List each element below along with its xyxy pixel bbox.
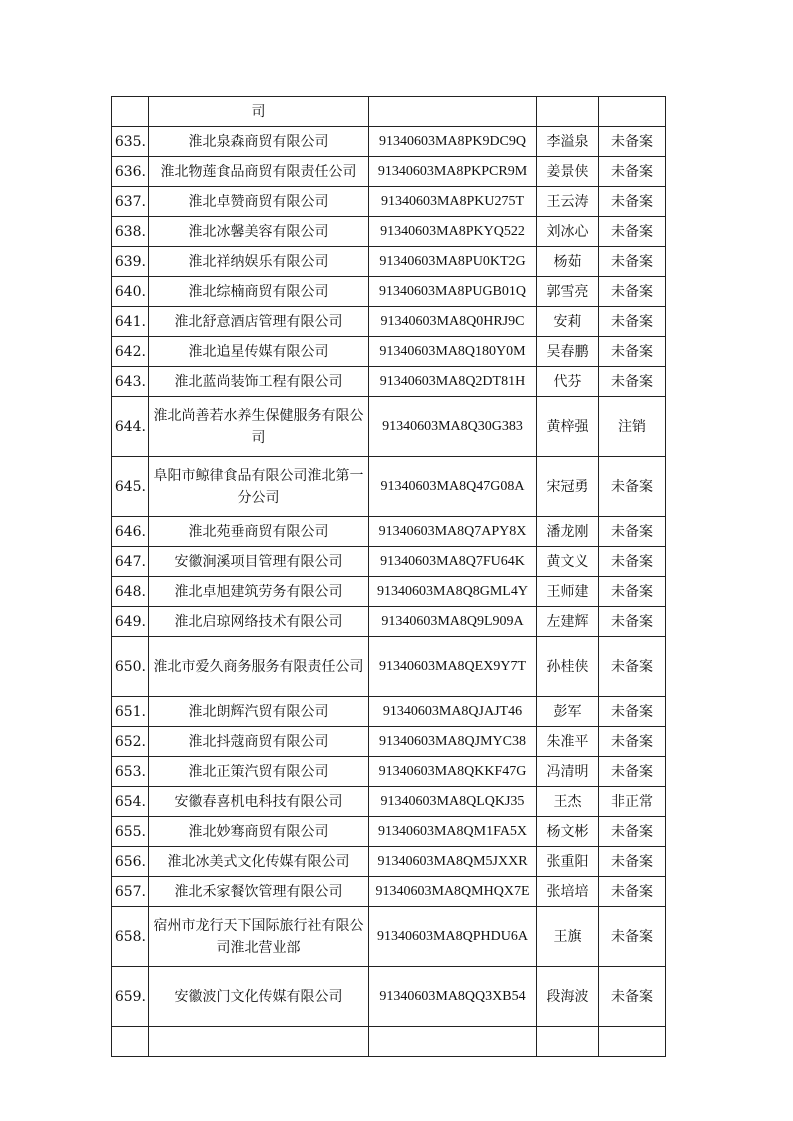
status: 未备案 (599, 457, 666, 517)
legal-person: 刘冰心 (537, 217, 599, 247)
row-number: 650. (112, 637, 149, 697)
status: 未备案 (599, 157, 666, 187)
company-name: 安徽春喜机电科技有限公司 (149, 787, 369, 817)
status: 未备案 (599, 277, 666, 307)
legal-person: 王旗 (537, 907, 599, 967)
company-name: 淮北蓝尚装饰工程有限公司 (149, 367, 369, 397)
status: 未备案 (599, 817, 666, 847)
credit-code: 91340603MA8PKPCR9M (369, 157, 537, 187)
credit-code: 91340603MA8QQ3XB54 (369, 967, 537, 1027)
table-row (112, 697, 666, 727)
credit-code (369, 1027, 537, 1057)
row-number: 657. (112, 877, 149, 907)
status: 未备案 (599, 907, 666, 967)
legal-person: 郭雪亮 (537, 277, 599, 307)
table-row (112, 97, 666, 127)
credit-code: 91340603MA8PUGB01Q (369, 277, 537, 307)
legal-person: 安莉 (537, 307, 599, 337)
table-row (112, 127, 666, 157)
row-number: 656. (112, 847, 149, 877)
status: 未备案 (599, 247, 666, 277)
row-number: 649. (112, 607, 149, 637)
table-row (112, 727, 666, 757)
table-row (112, 217, 666, 247)
row-number: 648. (112, 577, 149, 607)
company-name: 淮北卓赞商贸有限公司 (149, 187, 369, 217)
credit-code: 91340603MA8QPHDU6A (369, 907, 537, 967)
credit-code: 91340603MA8QM5JXXR (369, 847, 537, 877)
company-name: 淮北冰美式文化传媒有限公司 (149, 847, 369, 877)
row-number: 654. (112, 787, 149, 817)
table-row (112, 547, 666, 577)
status: 未备案 (599, 727, 666, 757)
legal-person: 黄文义 (537, 547, 599, 577)
status: 未备案 (599, 877, 666, 907)
row-number: 655. (112, 817, 149, 847)
status: 未备案 (599, 217, 666, 247)
table-row (112, 607, 666, 637)
status (599, 97, 666, 127)
credit-code: 91340603MA8Q180Y0M (369, 337, 537, 367)
legal-person: 朱准平 (537, 727, 599, 757)
credit-code (369, 97, 537, 127)
table-row (112, 247, 666, 277)
company-name: 淮北妙骞商贸有限公司 (149, 817, 369, 847)
legal-person: 王师建 (537, 577, 599, 607)
row-number: 647. (112, 547, 149, 577)
company-name: 安徽涧溪项目管理有限公司 (149, 547, 369, 577)
credit-code: 91340603MA8Q47G08A (369, 457, 537, 517)
company-name: 宿州市龙行天下国际旅行社有限公司淮北营业部 (149, 907, 369, 967)
company-name: 阜阳市鲸律食品有限公司淮北第一分公司 (149, 457, 369, 517)
company-name: 淮北禾家餐饮管理有限公司 (149, 877, 369, 907)
legal-person: 黄梓强 (537, 397, 599, 457)
credit-code: 91340603MA8Q9L909A (369, 607, 537, 637)
legal-person: 左建辉 (537, 607, 599, 637)
table-row (112, 577, 666, 607)
status: 未备案 (599, 637, 666, 697)
legal-person: 王杰 (537, 787, 599, 817)
legal-person: 冯清明 (537, 757, 599, 787)
company-name: 淮北舒意酒店管理有限公司 (149, 307, 369, 337)
legal-person: 吴春鹏 (537, 337, 599, 367)
row-number: 658. (112, 907, 149, 967)
company-name: 淮北祥纳娱乐有限公司 (149, 247, 369, 277)
legal-person: 代芬 (537, 367, 599, 397)
company-name (149, 1027, 369, 1057)
credit-code: 91340603MA8QM1FA5X (369, 817, 537, 847)
company-name: 淮北尚善若水养生保健服务有限公司 (149, 397, 369, 457)
credit-code: 91340603MA8PK9DC9Q (369, 127, 537, 157)
row-number (112, 97, 149, 127)
legal-person: 张培培 (537, 877, 599, 907)
company-name: 淮北抖蔻商贸有限公司 (149, 727, 369, 757)
credit-code: 91340603MA8PKYQ522 (369, 217, 537, 247)
company-name: 淮北正策汽贸有限公司 (149, 757, 369, 787)
row-number: 638. (112, 217, 149, 247)
table-row (112, 457, 666, 517)
table-row (112, 1027, 666, 1057)
company-name: 司 (149, 97, 369, 127)
legal-person: 张重阳 (537, 847, 599, 877)
credit-code: 91340603MA8QMHQX7E (369, 877, 537, 907)
legal-person: 杨文彬 (537, 817, 599, 847)
status: 非正常 (599, 787, 666, 817)
status (599, 1027, 666, 1057)
table-row (112, 637, 666, 697)
row-number: 639. (112, 247, 149, 277)
status: 未备案 (599, 967, 666, 1027)
row-number: 653. (112, 757, 149, 787)
legal-person (537, 1027, 599, 1057)
company-name: 淮北苑垂商贸有限公司 (149, 517, 369, 547)
company-name: 淮北朗辉汽贸有限公司 (149, 697, 369, 727)
credit-code: 91340603MA8PKU275T (369, 187, 537, 217)
status: 注销 (599, 397, 666, 457)
credit-code: 91340603MA8QJAJT46 (369, 697, 537, 727)
company-name: 淮北卓旭建筑劳务有限公司 (149, 577, 369, 607)
row-number: 644. (112, 397, 149, 457)
row-number: 652. (112, 727, 149, 757)
legal-person: 潘龙刚 (537, 517, 599, 547)
status: 未备案 (599, 697, 666, 727)
credit-code: 91340603MA8Q30G383 (369, 397, 537, 457)
status: 未备案 (599, 127, 666, 157)
legal-person (537, 97, 599, 127)
company-name: 淮北综楠商贸有限公司 (149, 277, 369, 307)
table-row (112, 907, 666, 967)
credit-code: 91340603MA8Q0HRJ9C (369, 307, 537, 337)
row-number: 642. (112, 337, 149, 367)
table-row (112, 877, 666, 907)
row-number: 659. (112, 967, 149, 1027)
credit-code: 91340603MA8Q7APY8X (369, 517, 537, 547)
status: 未备案 (599, 517, 666, 547)
company-name: 安徽波门文化传媒有限公司 (149, 967, 369, 1027)
legal-person: 孙桂侠 (537, 637, 599, 697)
row-number: 643. (112, 367, 149, 397)
status: 未备案 (599, 577, 666, 607)
credit-code: 91340603MA8Q8GML4Y (369, 577, 537, 607)
row-number: 641. (112, 307, 149, 337)
legal-person: 李溢泉 (537, 127, 599, 157)
company-table (111, 96, 666, 1057)
row-number: 636. (112, 157, 149, 187)
legal-person: 彭军 (537, 697, 599, 727)
legal-person: 王云涛 (537, 187, 599, 217)
credit-code: 91340603MA8QEX9Y7T (369, 637, 537, 697)
table-row (112, 337, 666, 367)
status: 未备案 (599, 757, 666, 787)
table-body (112, 97, 666, 1057)
company-name: 淮北冰馨美容有限公司 (149, 217, 369, 247)
legal-person: 姜景侠 (537, 157, 599, 187)
row-number: 646. (112, 517, 149, 547)
table-row (112, 367, 666, 397)
status: 未备案 (599, 307, 666, 337)
credit-code: 91340603MA8Q2DT81H (369, 367, 537, 397)
credit-code: 91340603MA8QKKF47G (369, 757, 537, 787)
status: 未备案 (599, 607, 666, 637)
row-number (112, 1027, 149, 1057)
table-row (112, 967, 666, 1027)
row-number: 637. (112, 187, 149, 217)
table-row (112, 757, 666, 787)
table-row (112, 277, 666, 307)
company-name: 淮北物莲食品商贸有限责任公司 (149, 157, 369, 187)
company-name: 淮北泉森商贸有限公司 (149, 127, 369, 157)
credit-code: 91340603MA8Q7FU64K (369, 547, 537, 577)
row-number: 651. (112, 697, 149, 727)
row-number: 640. (112, 277, 149, 307)
status: 未备案 (599, 847, 666, 877)
company-name: 淮北市爱久商务服务有限责任公司 (149, 637, 369, 697)
table-row (112, 187, 666, 217)
table-row (112, 157, 666, 187)
legal-person: 杨茹 (537, 247, 599, 277)
credit-code: 91340603MA8PU0KT2G (369, 247, 537, 277)
legal-person: 段海波 (537, 967, 599, 1027)
company-name: 淮北启琼网络技术有限公司 (149, 607, 369, 637)
table-row (112, 817, 666, 847)
status: 未备案 (599, 547, 666, 577)
status: 未备案 (599, 187, 666, 217)
table-row (112, 847, 666, 877)
credit-code: 91340603MA8QLQKJ35 (369, 787, 537, 817)
table-row (112, 307, 666, 337)
company-name: 淮北追星传媒有限公司 (149, 337, 369, 367)
table-row (112, 517, 666, 547)
table-row (112, 787, 666, 817)
table-row (112, 397, 666, 457)
credit-code: 91340603MA8QJMYC38 (369, 727, 537, 757)
status: 未备案 (599, 337, 666, 367)
row-number: 635. (112, 127, 149, 157)
row-number: 645. (112, 457, 149, 517)
legal-person: 宋冠勇 (537, 457, 599, 517)
status: 未备案 (599, 367, 666, 397)
